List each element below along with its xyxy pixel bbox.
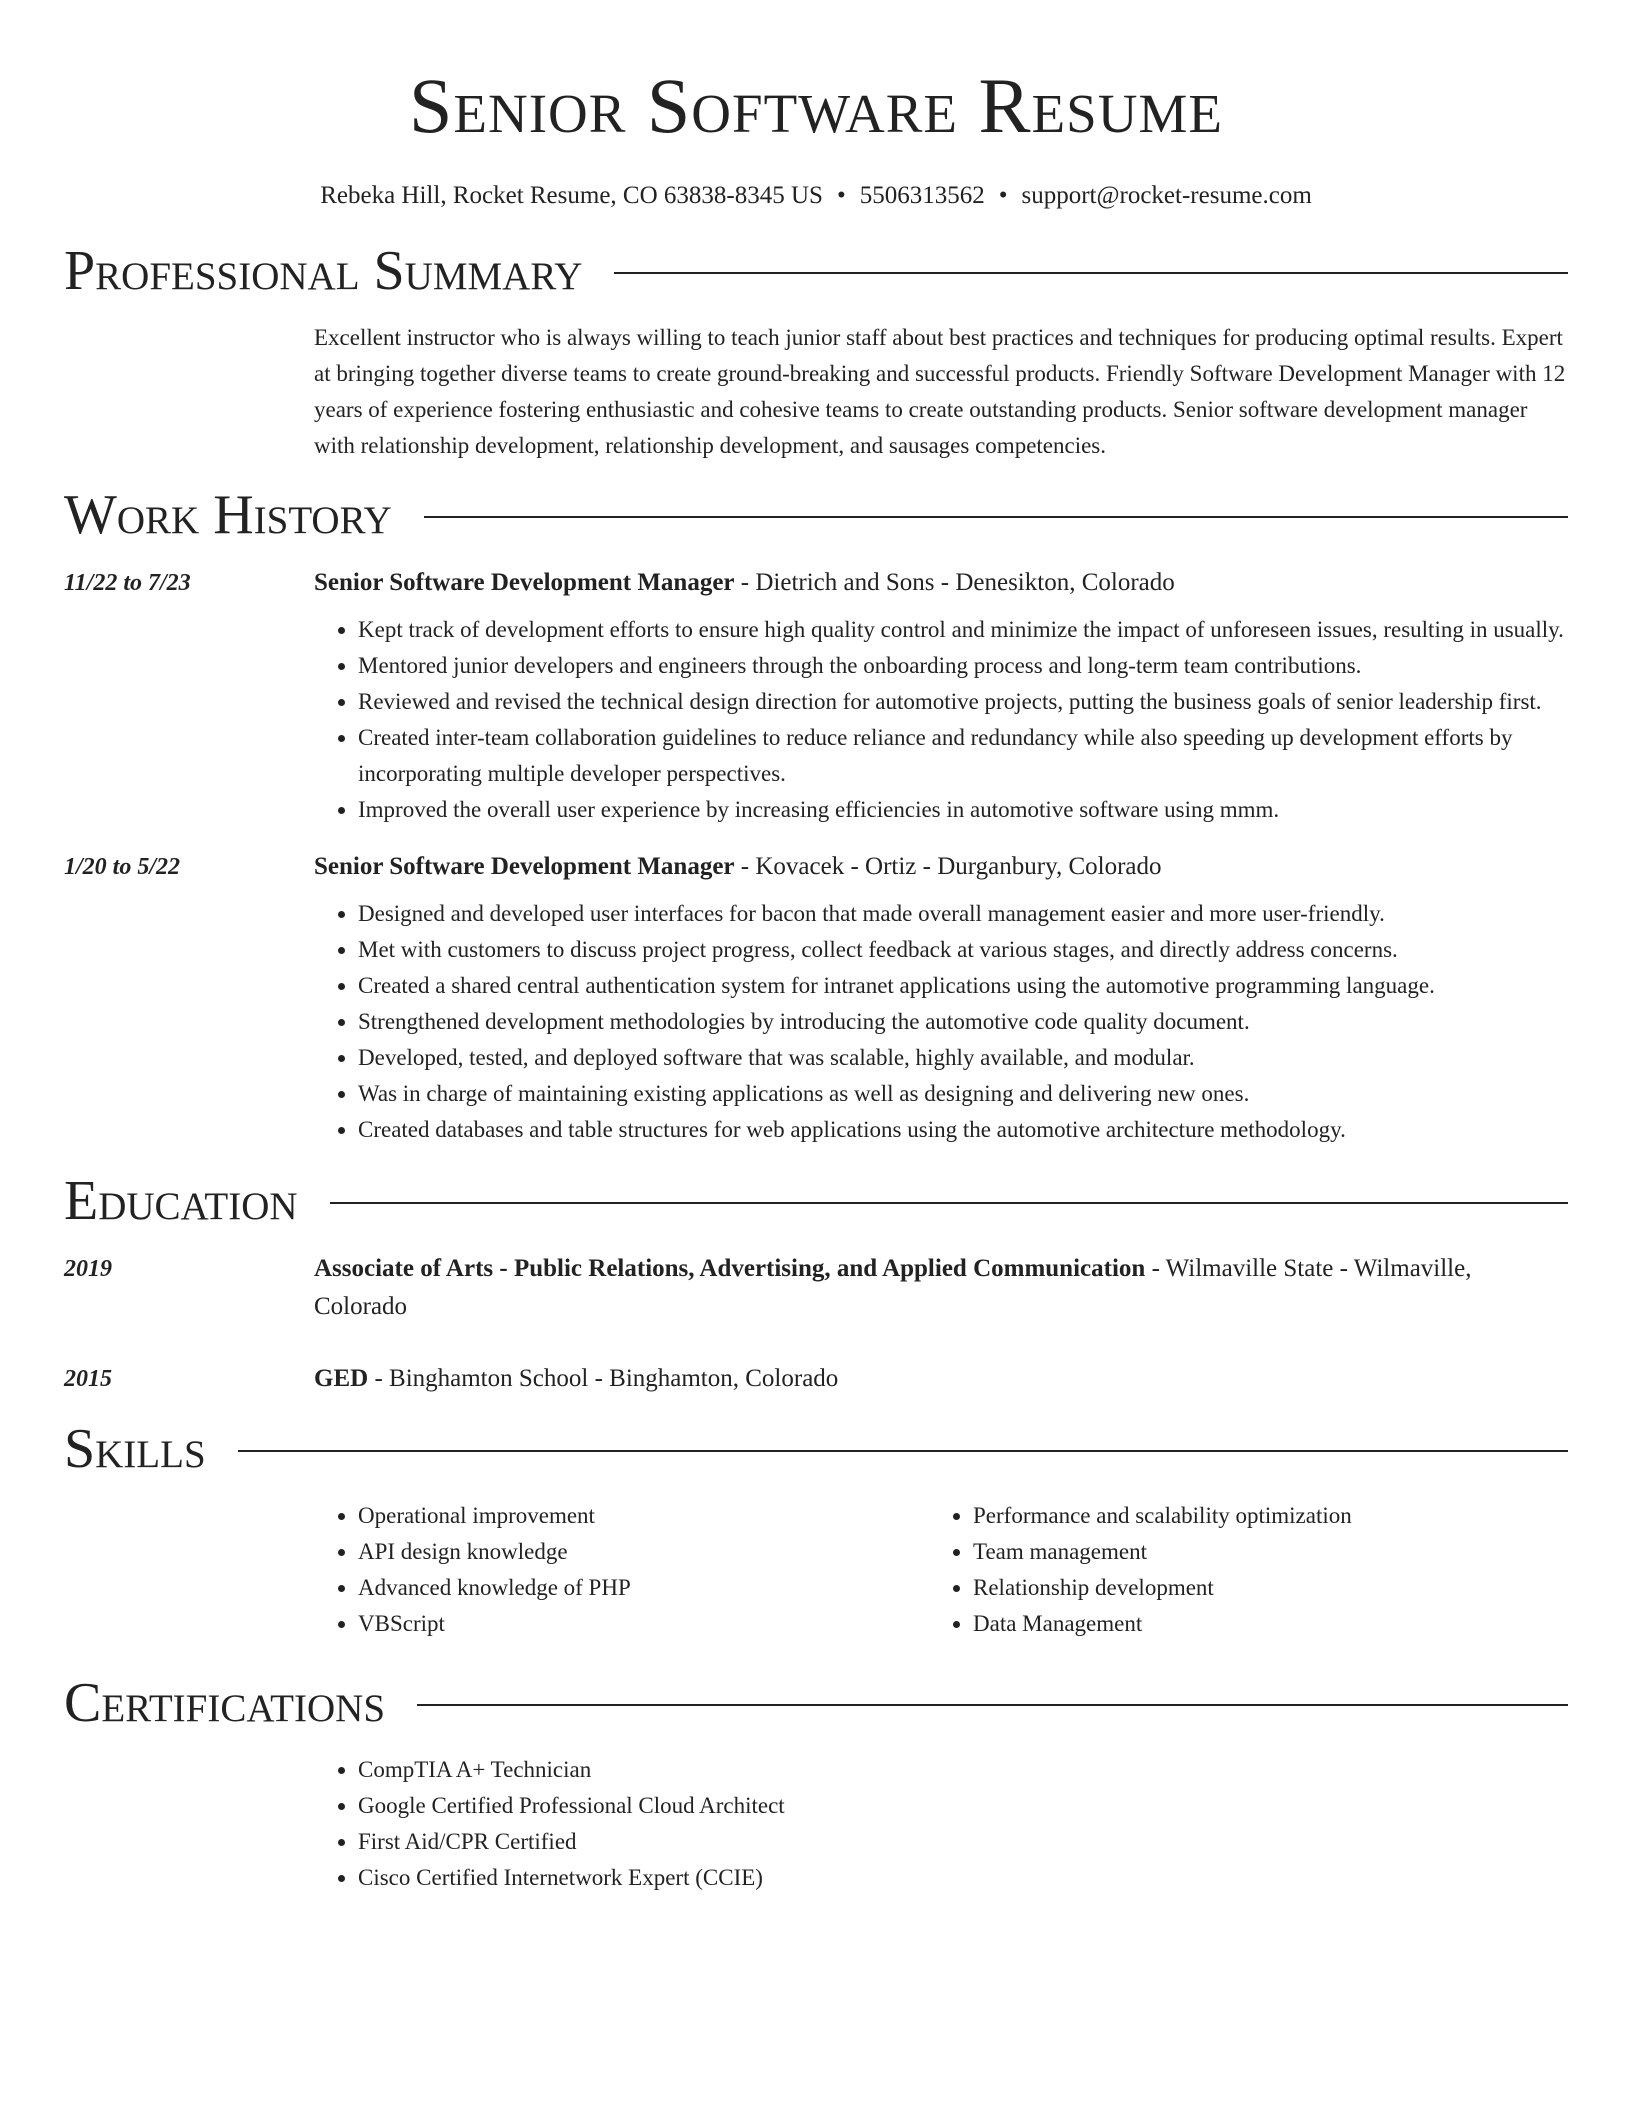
- list-item: • Google Certified Professional Cloud Architect: [358, 1788, 1568, 1824]
- skills-column-left: [314, 1498, 929, 1642]
- job-entry: [64, 564, 1568, 828]
- job-dates: 11/22 to 7/23: [64, 570, 191, 596]
- contact-email: support@rocket-resume.com: [1021, 182, 1312, 209]
- skills-grid: [314, 1498, 1568, 1642]
- page-title: Senior Software Resume: [409, 62, 1223, 149]
- section-divider: [417, 1704, 1568, 1706]
- section-divider: [330, 1202, 1568, 1204]
- education-body: [314, 1360, 1568, 1398]
- section-header: [64, 1668, 1568, 1738]
- contact-phone: 5506313562: [859, 182, 985, 209]
- work-history-section: [64, 480, 1568, 1148]
- section-divider: [238, 1450, 1568, 1452]
- job-heading: [314, 848, 1568, 886]
- job-body: [314, 564, 1568, 828]
- section-title: Professional Summary: [64, 240, 583, 302]
- list-item: • API design knowledge: [358, 1534, 929, 1570]
- job-dates: 1/20 to 5/22: [64, 854, 181, 880]
- education-section: [64, 1166, 1568, 1398]
- education-degree: Associate of Arts - Public Relations, Advertising, and Applied Communication: [314, 1255, 1146, 1282]
- cert-items: [314, 1752, 1568, 1896]
- list-item: • Relationship development: [973, 1570, 1544, 1606]
- job-bullets: [314, 612, 1568, 828]
- skills-section: [64, 1414, 1568, 1642]
- education-body: [314, 1250, 1568, 1326]
- list-item: • Designed and developed user interfaces for bacon that made overall management easier and more user-friendly.: [358, 896, 1568, 932]
- list-item: • Was in charge of maintaining existing applications as well as designing and delivering new ones.: [358, 1076, 1568, 1112]
- certifications-section: [64, 1668, 1568, 1896]
- list-item: • Created databases and table structures for web applications using the automotive architecture methodology.: [358, 1112, 1568, 1148]
- list-item: • Cisco Certified Internetwork Expert (CCIE): [358, 1860, 1568, 1896]
- job-heading: [314, 564, 1568, 602]
- list-item: • Created a shared central authentication system for intranet applications using the automotive programming language.: [358, 968, 1568, 1004]
- list-item: • Team management: [973, 1534, 1544, 1570]
- list-item: • Operational improvement: [358, 1498, 929, 1534]
- section-header: [64, 1166, 1568, 1236]
- education-year: 2019: [64, 1256, 112, 1282]
- job-entry: [64, 848, 1568, 1148]
- list-item: • Performance and scalability optimization: [973, 1498, 1544, 1534]
- certifications-list: [314, 1752, 1568, 1896]
- section-title: Work History: [64, 484, 392, 546]
- education-details: - Binghamton School - Binghamton, Colorado: [368, 1365, 839, 1392]
- section-title: Education: [64, 1170, 298, 1232]
- skills-column-right: [929, 1498, 1544, 1642]
- list-item: • Data Management: [973, 1606, 1544, 1642]
- skills-list: [929, 1498, 1544, 1642]
- job-details: - Kovacek - Ortiz - Durganbury, Colorado: [734, 853, 1162, 880]
- list-item: • Kept track of development efforts to ensure high quality control and minimize the impact of unforeseen issues, resulting in usually.: [358, 612, 1568, 648]
- contact-address: Rebeka Hill, Rocket Resume, CO 63838-8345 US: [320, 182, 823, 209]
- list-item: • CompTIA A+ Technician: [358, 1752, 1568, 1788]
- section-header: [64, 1414, 1568, 1484]
- list-item: • Created inter-team collaboration guidelines to reduce reliance and redundancy while also speeding up development efforts by incorporating multiple developer perspectives.: [358, 720, 1568, 792]
- list-item: • VBScript: [358, 1606, 929, 1642]
- skills-list: [314, 1498, 929, 1642]
- summary-text: Excellent instructor who is always willing to teach junior staff about best practices and techniques for producing optimal results. Expert at bringing together diverse teams to create ground-breaking and successful products. Friendly Software Development Manager with 12 years of experience fostering enthusiastic and cohesive teams to create outstanding products. Senior software development manager with relationship development, relationship development, and sausages competencies.: [314, 325, 1566, 458]
- list-item: • First Aid/CPR Certified: [358, 1824, 1568, 1860]
- job-details: - Dietrich and Sons - Denesikton, Colorado: [734, 569, 1175, 596]
- education-degree: GED: [314, 1365, 369, 1392]
- section-header: [64, 236, 1568, 306]
- list-item: • Advanced knowledge of PHP: [358, 1570, 929, 1606]
- job-bullets: [314, 896, 1568, 1148]
- section-divider: [614, 272, 1568, 274]
- education-entry: [64, 1360, 1568, 1398]
- contact-separator: •: [998, 182, 1008, 209]
- summary-section: [64, 236, 1568, 464]
- list-item: • Strengthened development methodologies by introducing the automotive code quality document.: [358, 1004, 1568, 1040]
- education-entry: [64, 1250, 1568, 1326]
- list-item: • Improved the overall user experience by increasing efficiencies in automotive software using mmm.: [358, 792, 1568, 828]
- job-title: Senior Software Development Manager: [314, 853, 735, 880]
- section-header: [64, 480, 1568, 550]
- contact-separator: •: [836, 182, 846, 209]
- section-divider: [424, 516, 1568, 518]
- list-item: • Mentored junior developers and engineers through the onboarding process and long-term team contributions.: [358, 648, 1568, 684]
- contact-line: [64, 180, 1568, 212]
- job-title: Senior Software Development Manager: [314, 569, 735, 596]
- education-details: - Wilmaville State - Wilmaville, Colorado: [314, 1255, 1472, 1320]
- list-item: • Reviewed and revised the technical design direction for automotive projects, putting the business goals of senior leadership first.: [358, 684, 1568, 720]
- section-title: Certifications: [64, 1672, 386, 1734]
- education-year: 2015: [64, 1366, 112, 1392]
- list-item: • Developed, tested, and deployed software that was scalable, highly available, and modular.: [358, 1040, 1568, 1076]
- job-body: [314, 848, 1568, 1148]
- list-item: • Met with customers to discuss project progress, collect feedback at various stages, and directly address concerns.: [358, 932, 1568, 968]
- section-title: Skills: [64, 1418, 206, 1480]
